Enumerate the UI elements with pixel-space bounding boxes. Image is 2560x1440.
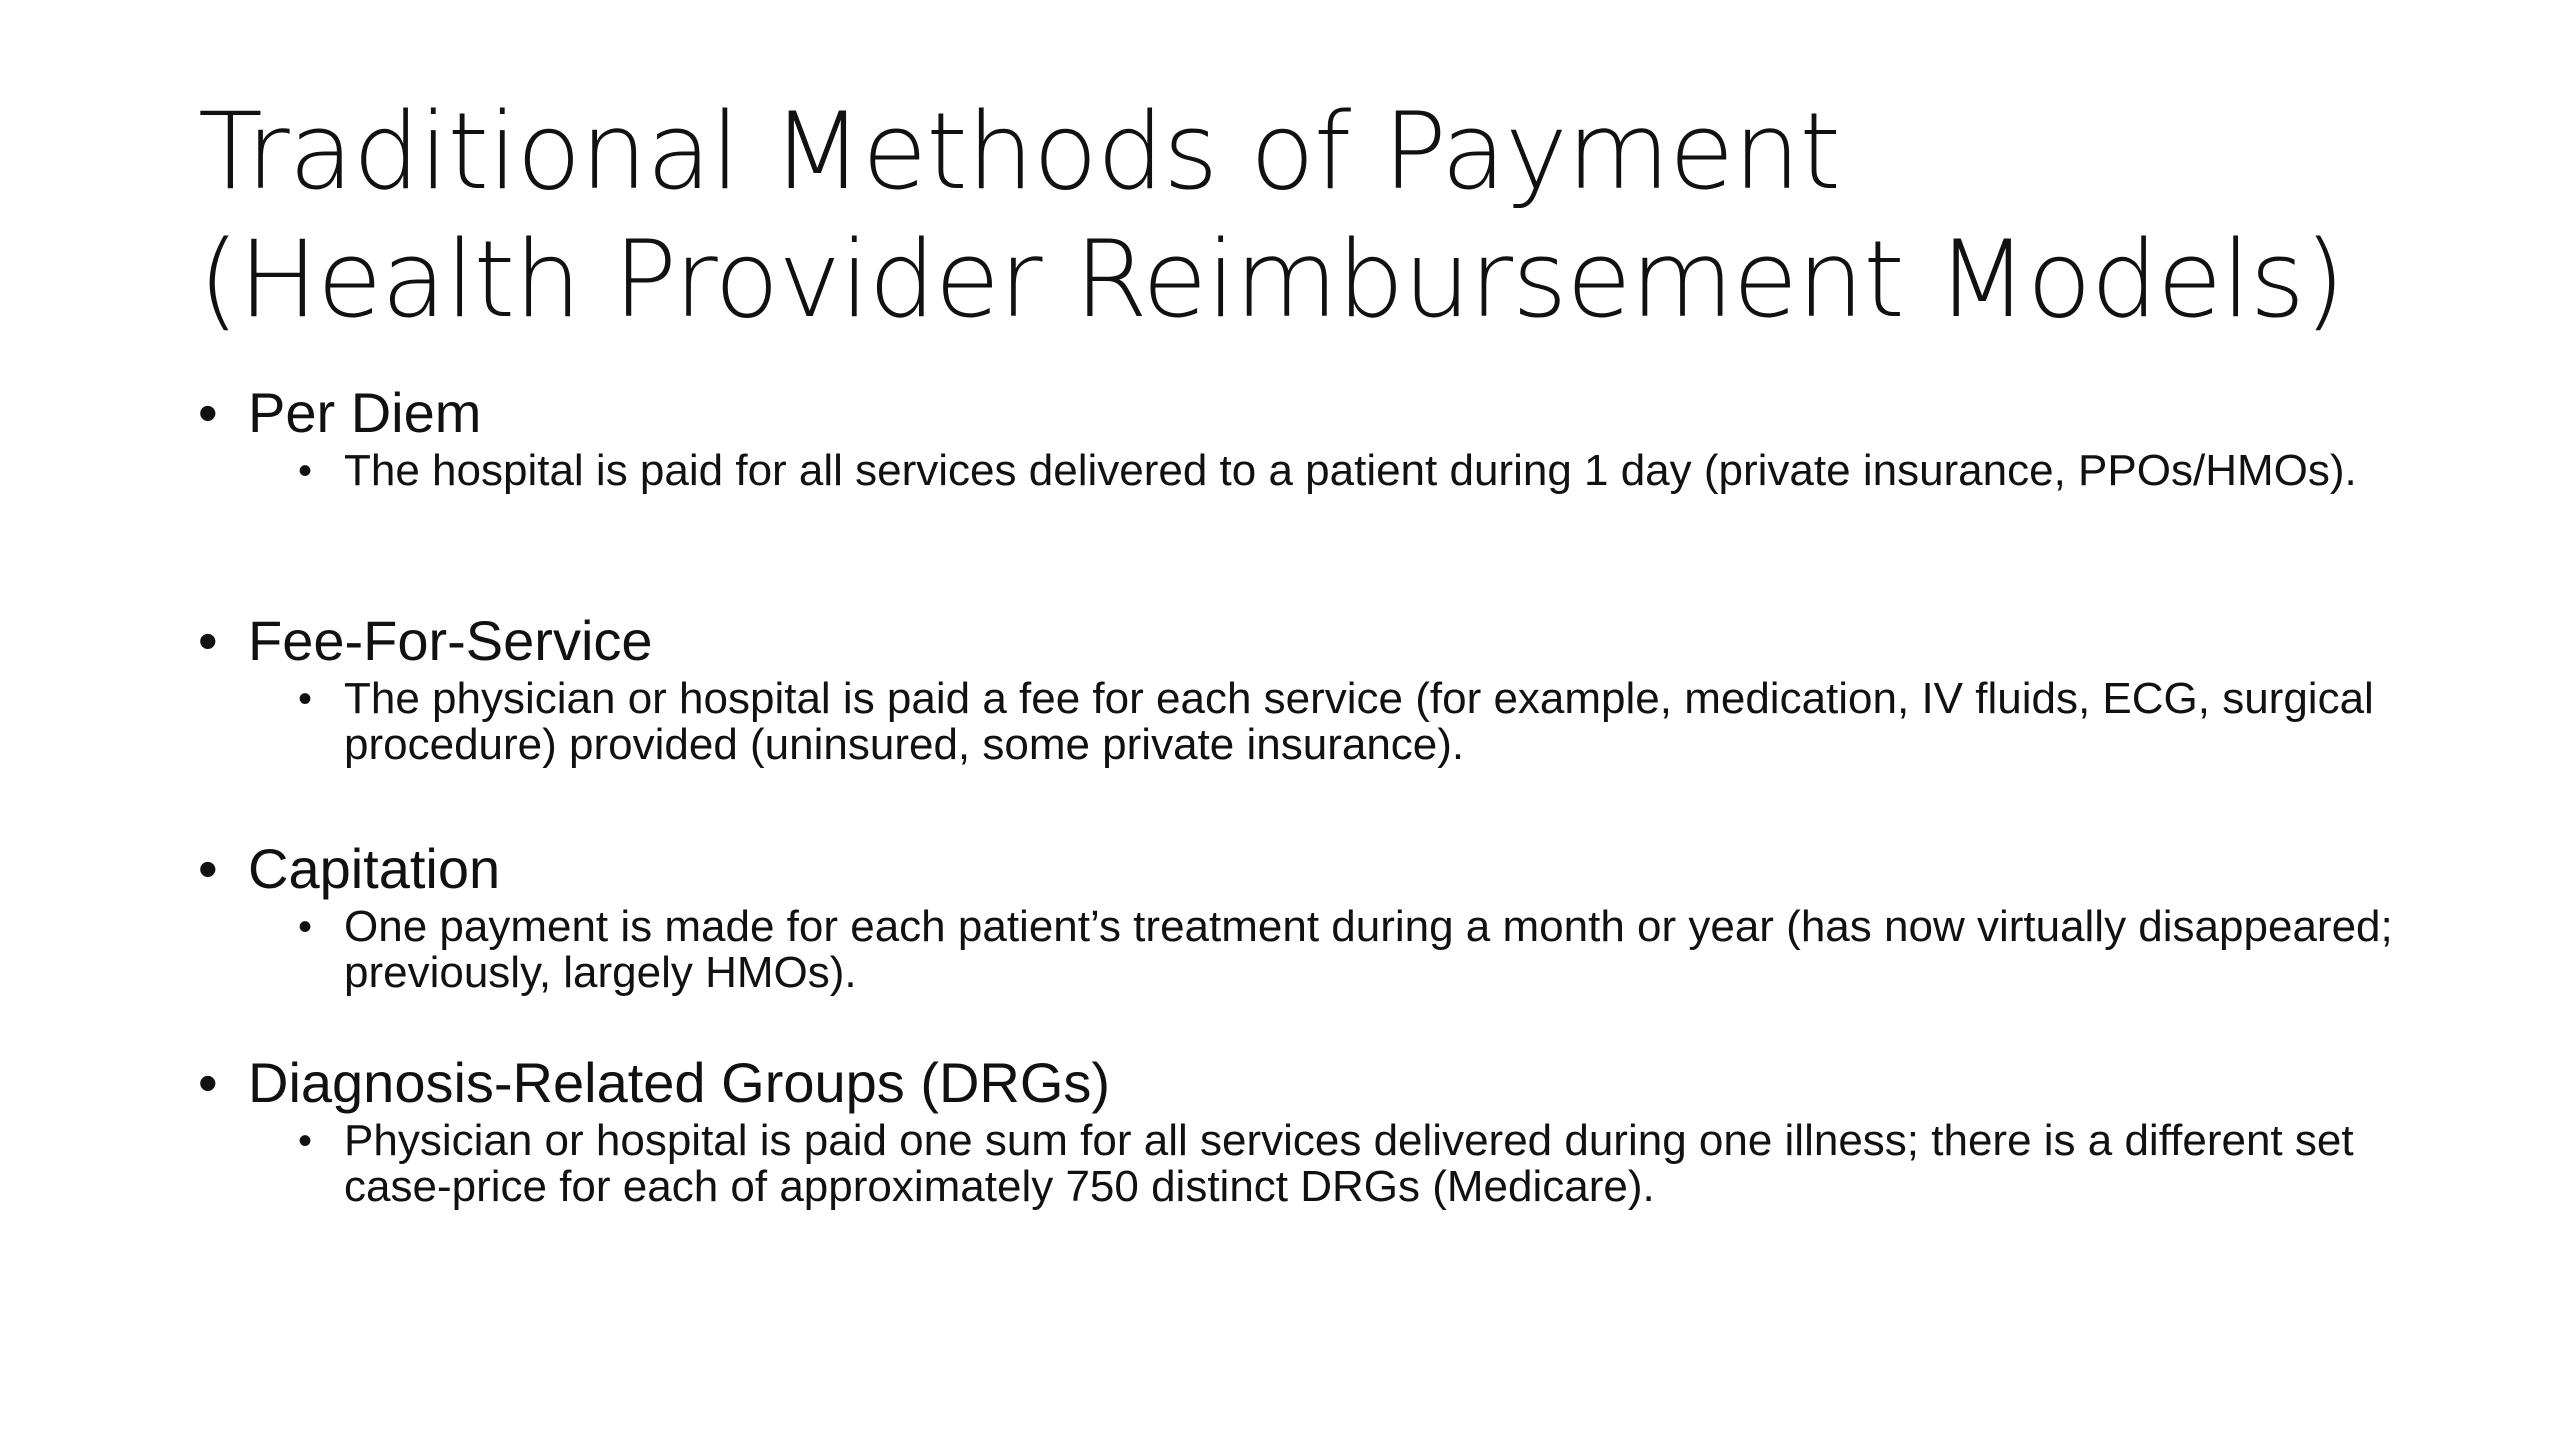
bullet-dot-icon: • (298, 449, 313, 493)
sub-bullet (298, 902, 2418, 997)
list-item-fee-for-service (198, 608, 2418, 768)
bullet-dot-icon: • (298, 1119, 313, 1163)
bullet-dot-icon: • (298, 905, 313, 949)
sub-bullet-text: Physician or hospital is paid one sum for all services delivered during one illness; there is a different set case-price for each of approximately 750 distinct DRGs (Medicare). (344, 1116, 2354, 1211)
slide-title-line-2: (Health Provider Reimbursement Models) (198, 218, 2345, 341)
sub-bullet (298, 1116, 2418, 1211)
slide-title-line-1: Traditional Methods of Payment (198, 90, 1840, 213)
list-item-per-diem (198, 380, 2418, 494)
sub-bullet (298, 446, 2418, 495)
bullet-heading: • Capitation (198, 836, 2418, 902)
bullet-dot-icon: • (298, 677, 313, 721)
slide-title (198, 88, 2398, 344)
sub-bullet-text: The hospital is paid for all services delivered to a patient during 1 day (private insurance, PPOs/HMOs). (344, 446, 2357, 495)
sub-bullet-text: One payment is made for each patient’s treatment during a month or year (has now virtually disappeared; previously, largely HMOs). (344, 902, 2393, 997)
list-item-drgs (198, 1050, 2418, 1210)
list-item-capitation (198, 836, 2418, 996)
sub-bullet (298, 674, 2418, 769)
bullet-heading: • Per Diem (198, 380, 2418, 446)
sub-bullet-text: The physician or hospital is paid a fee for each service (for example, medication, IV fluids, ECG, surgical procedure) provided (uninsured, some private insurance). (344, 674, 2374, 769)
bullet-heading: • Diagnosis-Related Groups (DRGs) (198, 1050, 2418, 1116)
bullet-heading: • Fee-For-Service (198, 608, 2418, 674)
